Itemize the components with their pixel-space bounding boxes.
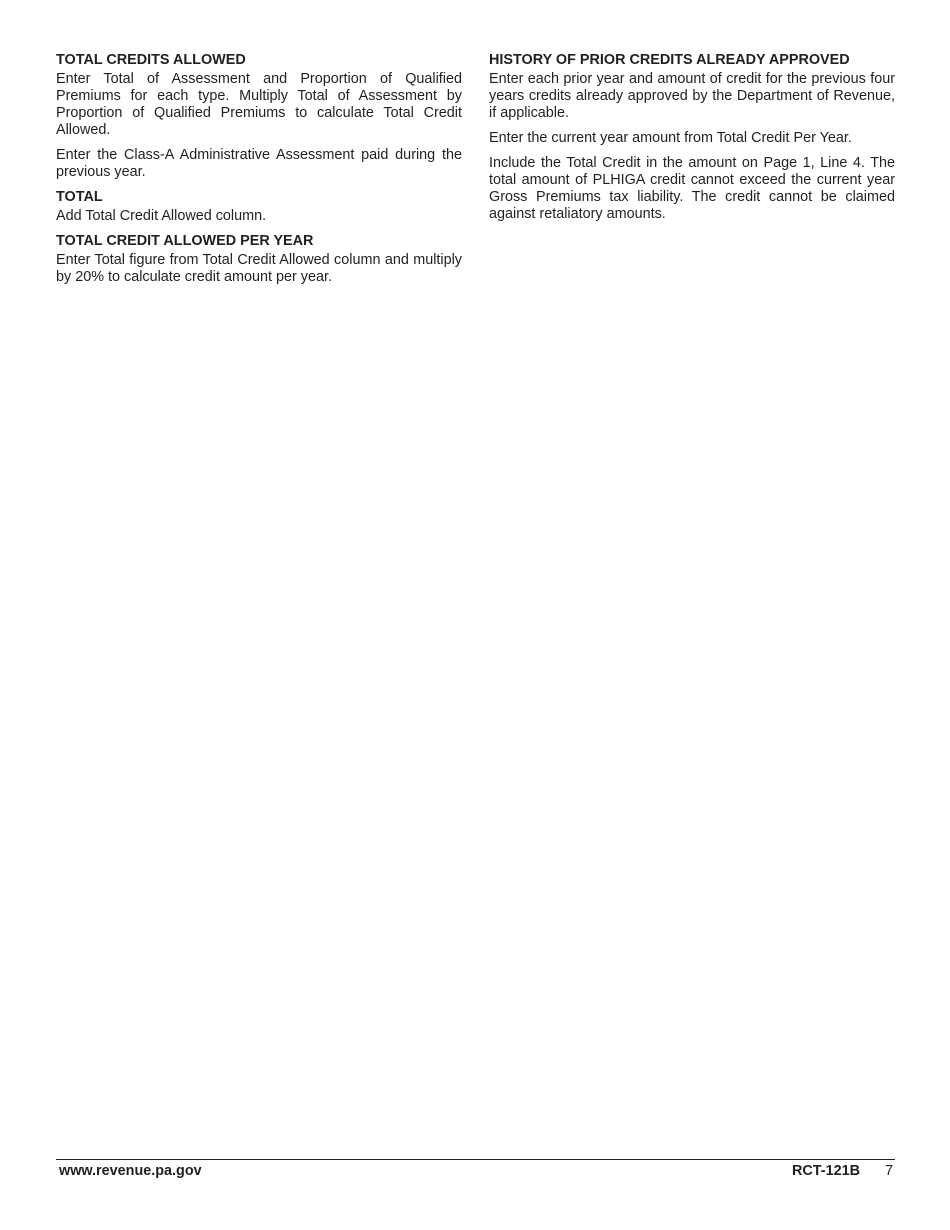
section-heading: HISTORY OF PRIOR CREDITS ALREADY APPROVED	[489, 52, 850, 68]
section-paragraph: Add Total Credit Allowed column.	[56, 208, 267, 224]
page-footer	[56, 1159, 895, 1179]
section-paragraph: Enter Total of Assessment and Proportion of Qualified Premiums for each type. Multiply Total of Assessment by Proportion of Qualified Premiums to calculate Total Credit Allowed.	[56, 71, 462, 138]
section-paragraph: Enter the current year amount from Total Credit Per Year.	[489, 130, 852, 146]
section-paragraph: Enter the Class-A Administrative Assessment paid during the previous year.	[56, 147, 462, 180]
section-paragraph: Enter each prior year and amount of credit for the previous four years credits already approved by the Department of Revenue, if applicable.	[489, 71, 895, 121]
page-number: 7	[884, 1163, 893, 1179]
form-number: RCT-121B	[792, 1163, 860, 1179]
left-column	[56, 52, 462, 294]
section-heading: TOTAL	[56, 189, 103, 205]
section-paragraph: Include the Total Credit in the amount on Page 1, Line 4. The total amount of PLHIGA credit cannot exceed the current year Gross Premiums tax liability. The credit cannot be claimed against retaliatory amounts.	[489, 155, 895, 222]
section-heading: TOTAL CREDITS ALLOWED	[56, 52, 246, 68]
history-of-prior-credits-section	[489, 52, 895, 223]
website-link[interactable]: www.revenue.pa.gov	[59, 1163, 202, 1179]
section-paragraph: Enter Total figure from Total Credit Allowed column and multiply by 20% to calculate credit amount per year.	[56, 252, 462, 285]
total-credits-allowed-section	[56, 52, 462, 181]
right-column	[489, 52, 895, 231]
total-section	[56, 189, 462, 225]
section-heading: TOTAL CREDIT ALLOWED PER YEAR	[56, 233, 314, 249]
total-credit-allowed-per-year-section	[56, 233, 462, 286]
